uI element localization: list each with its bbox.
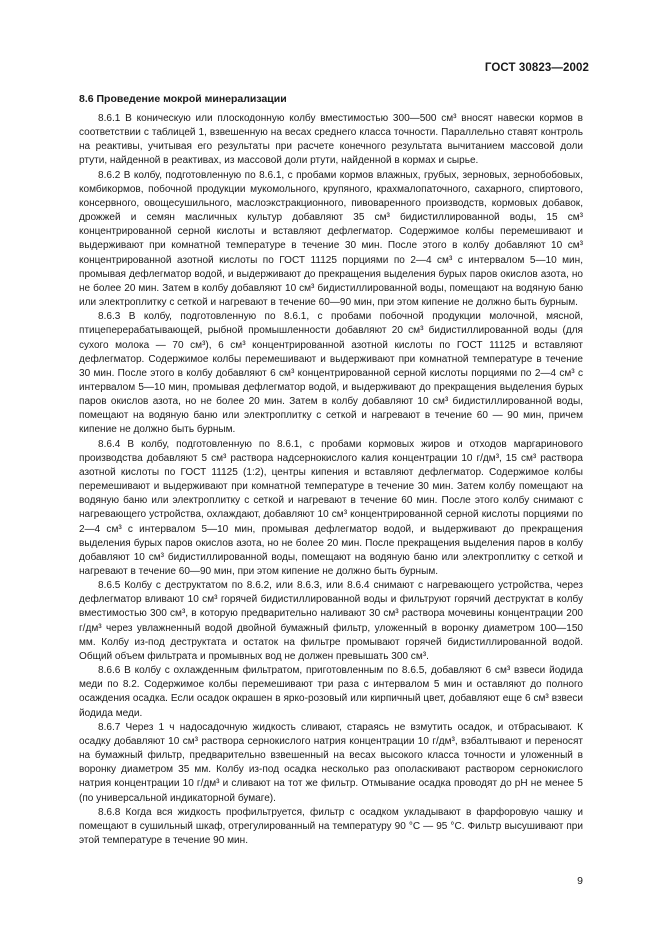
paragraph-8-6-7: 8.6.7 Через 1 ч надосадочную жидкость сливают, стараясь не взмутить осадок, и отбрасывают. К осадку добавляют 10 см³ раствора сернокислого натрия концентрации 10 г/дм³, взбалтывают и переносят на бумажный фильтр, предварительно взвешенный на весах высокого класса точности и уложенный в воронку диаметром 35 мм. Колбу из-под осадка несколько раз ополаскивают раствором сернокислого натрия концентрации 10 г/дм³ и сливают на тот же фильтр. Отмывание осадка проводят до pH не менее 5 (по универсальной индикаторной бумаге). <box>79 721 583 804</box>
section-title: 8.6 Проведение мокрой минерализации <box>79 93 287 105</box>
document-id: ГОСТ 30823—2002 <box>484 62 589 74</box>
paragraph-8-6-4: 8.6.4 В колбу, подготовленную по 8.6.1, с пробами кормовых жиров и отходов маргаринового производства добавляют 5 см³ раствора надсернокислого калия концентрации 10 г/дм³, 15 см³ раствора азотной кислоты по ГОСТ 11125 (1:2), центры кипения и вставляют дефлегматор. Содержимое колбы перемешивают и выдерживают при комнатной температуре в течение 30 мин. Затем колбу помещают на водяную баню или электроплитку с сеткой и нагревают в течение 60 мин. После этого колбу снимают с нагревающего устройства, охлаждают, добавляют 10 см³ концентрированной серной кислоты порциями по 2—4 см³ с интервалом 5—10 мин, промывая дефлегматор водой, и выдерживают до прекращения выделения бурых паров окислов азота, но не более 20 мин. После прекращения выделения паров в колбу добавляют 10 см³ бидистиллированной воды, помещают на водяную баню или электроплитку с сеткой и нагревают в течение 60—90 мин, при этом кипение не должно быть бурным. <box>79 438 583 577</box>
paragraph-8-6-6: 8.6.6 В колбу с охлажденным фильтратом, приготовленным по 8.6.5, добавляют 6 см³ взвеси йодида меди по 8.2. Содержимое колбы перемешивают три раза с интервалом 5 мин и оставляют до полного осаждения осадка. Если осадок окрашен в ярко-розовый или кирпичный цвет, добавляют еще 6 см³ взвеси йодида меди. <box>79 665 583 719</box>
paragraph-8-6-1: 8.6.1 В коническую или плоскодонную колбу вместимостью 300—500 см³ вносят навески кормов в соответствии с таблицей 1, взвешенную на весах среднего класса точности. Параллельно ставят контроль на реактивы, учитывая его результаты при расчете конечного результата вычитанием массовой доли ртути, найденной в реактивах, из массовой доли ртути, найденной в кормах и сырье. <box>79 113 583 167</box>
paragraph-8-6-2: 8.6.2 В колбу, подготовленную по 8.6.1, с пробами кормов влажных, грубых, зерновых, зернобобовых, комбикормов, побочной продукции мукомольного, крупяного, крахмалопаточного, сахарного, спиртового, консервного, овощесушильного, маслоэкстракционного, пивоваренного производств, кормовых добавок, дрожжей и семян масличных культур добавляют 35 см³ бидистиллированной воды, 15 см³ концентрированной серной кислоты и вставляют дефлегматор. Содержимое колбы перемешивают и выдерживают при комнатной температуре в течение 30 мин. После этого в колбу добавляют 10 см³ концентрированной азотной кислоты по ГОСТ 11125 порциями по 2—4 см³ с интервалом 5—10 мин, промывая дефлегматор водой, и выдерживают до прекращения выделения бурых паров окислов азота, но не более 20 мин. Затем в колбу добавляют 10 см³ бидистиллированной воды, помещают на водяную баню или электроплитку с сеткой и нагревают в течение 60—90 мин, при этом кипение не должно быть бурным. <box>79 169 583 309</box>
paragraph-8-6-8: 8.6.8 Когда вся жидкость профильтруется, фильтр с осадком укладывают в фарфоровую чашку и помещают в сушильный шкаф, отрегулированный на температуру 90 °С — 95 °С. Фильтр высушивают при этой температуре в течение 90 мин. <box>79 806 583 846</box>
paragraph-8-6-3: 8.6.3 В колбу, подготовленную по 8.6.1, с пробами побочной продукции молочной, мясной, птицеперерабатывающей, рыбной промышленности добавляют 20 см³ бидистиллированной воды (для сухого молока — 70 см³), 6 см³ концентрированной азотной кислоты по ГОСТ 11125 и вставляют дефлегматор. Содержимое колбы перемешивают и выдерживают при комнатной температуре в течение 30 мин. После этого в колбу добавляют 6 см³ концентрированной серной кислоты порциями по 2—4 см³ с интервалом 5—10 мин, промывая дефлегматор водой, и выдерживают до прекращения выделения бурых паров окислов азота, но не более 20 мин. Затем в колбу добавляют 10 см³ бидистиллированной воды, помещают на водяную баню или электроплитку с сеткой и нагревают в течение 60 — 90 мин, причем кипение не должно быть бурным. <box>79 311 583 436</box>
paragraph-8-6-5: 8.6.5 Колбу с деструктатом по 8.6.2, или 8.6.3, или 8.6.4 снимают с нагревающего устройства, через дефлегматор вливают 10 см³ горячей бидистиллированной воды и фильтруют горячий деструктат в колбу вместимостью 300 см³, в которую предварительно наливают 30 см³ раствора мочевины концентрации 200 г/дм³ через увлажненный водой двойной бумажный фильтр, уложенный в воронку диаметром 100—150 мм. Колбу из-под деструктата и остаток на фильтре промывают горячей бидистиллированной водой. Общий объем фильтрата и промывных вод не должен превышать 300 см³. <box>79 580 583 662</box>
main-content <box>79 92 583 848</box>
page-number: 9 <box>577 875 583 887</box>
